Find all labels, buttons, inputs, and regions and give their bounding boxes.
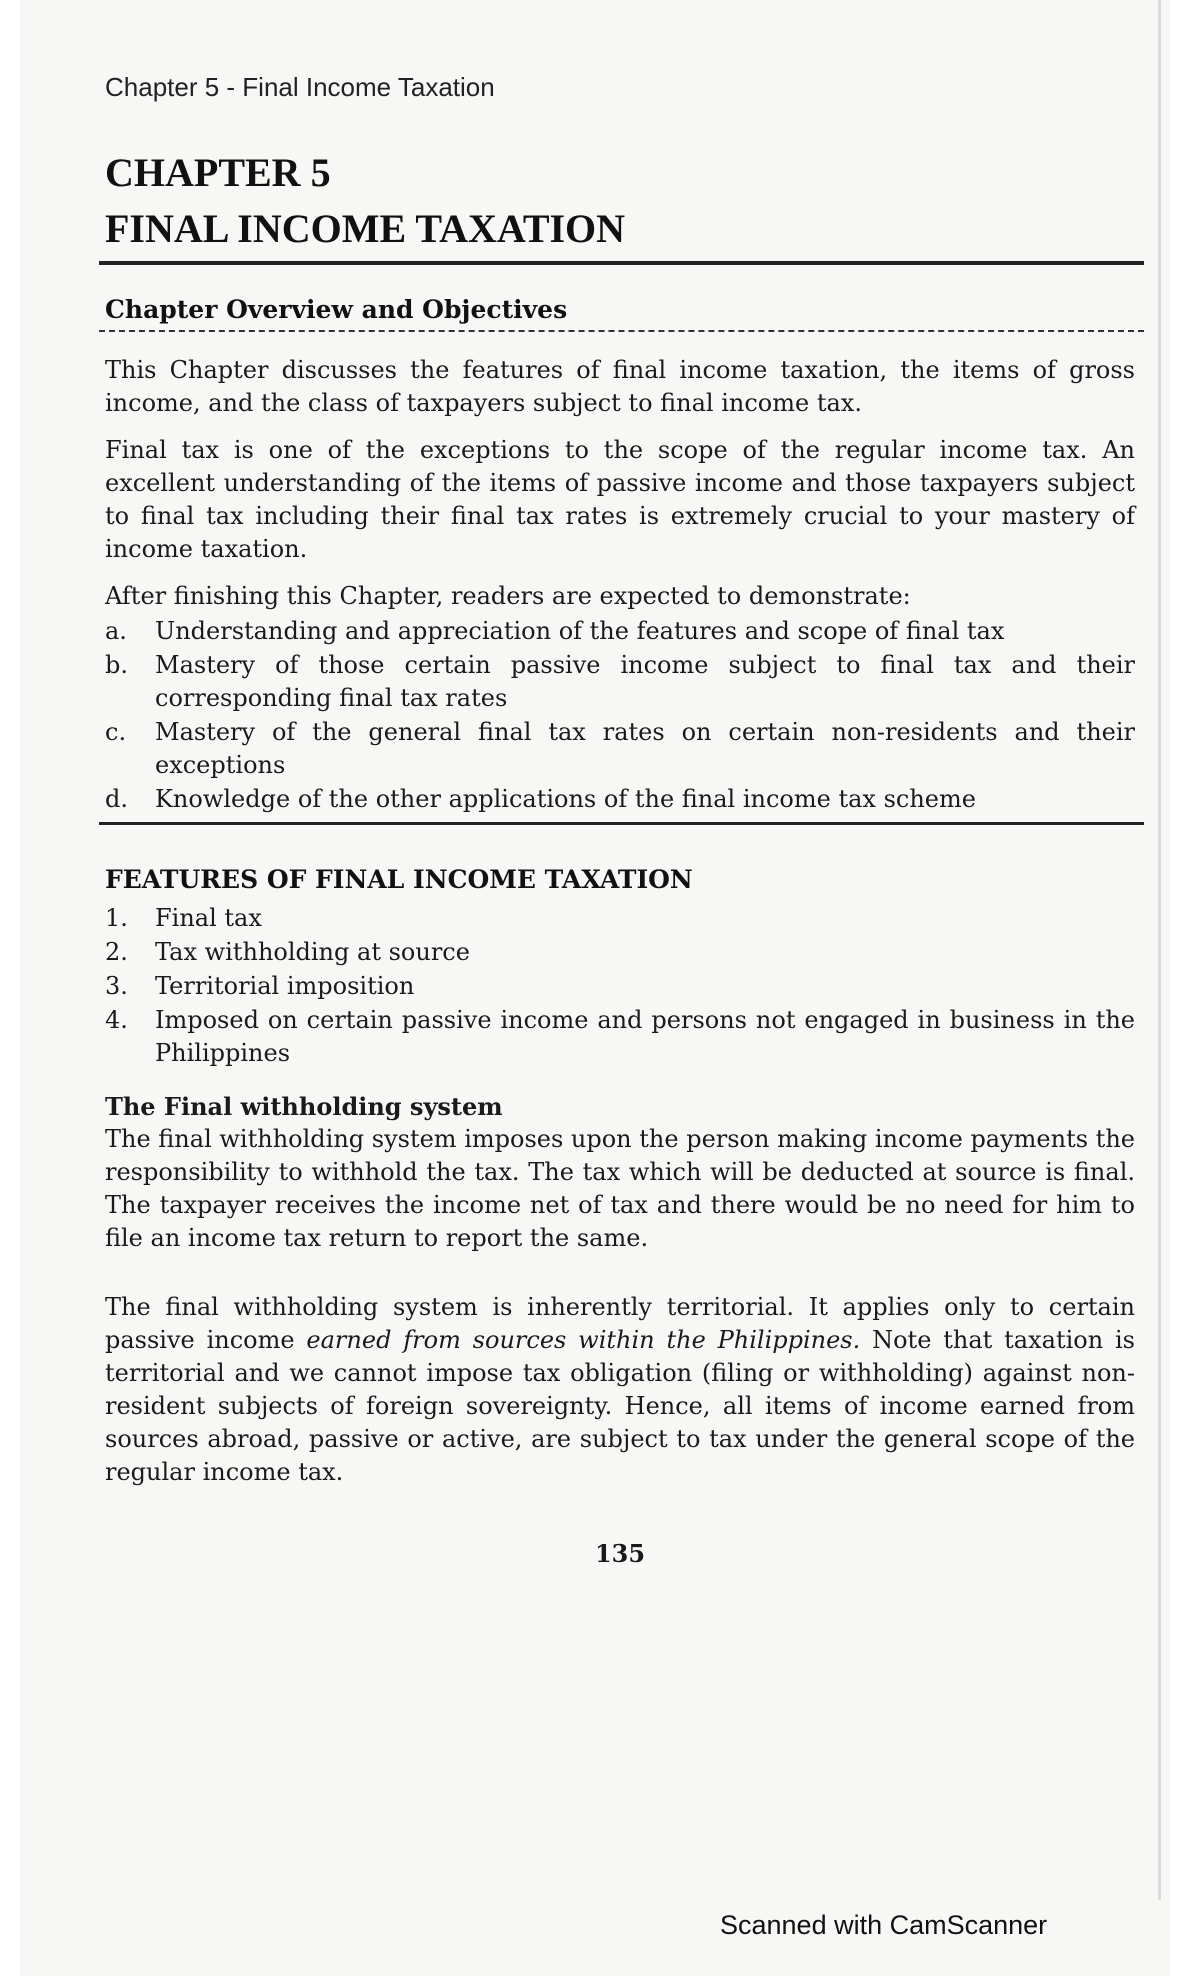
list-text: Mastery of those certain passive income subject to final tax and their corresponding final tax rates [155,651,1135,712]
list-marker: b. [105,651,128,679]
list-marker: c. [105,718,127,746]
withholding-paragraph-2-end: Note that taxation is territorial and we cannot impose tax obligation (filing or withholding) against non-resident subjects of foreign sovereignty. Hence, all items of income earned from sources abroad, passive or active, are subject to tax under the general scope of the regular income tax. [105,1326,1136,1486]
list-text: Understanding and appreciation of the features and scope of final tax [155,617,1005,645]
overview-paragraph-3: After finishing this Chapter, readers are expected to demonstrate: [105,582,911,610]
list-item [105,970,1135,1003]
list-text: Territorial imposition [155,972,415,1000]
list-item [105,649,1135,715]
page-edge [1158,0,1161,1900]
chapter-name: FINAL INCOME TAXATION [105,206,626,251]
list-marker: d. [105,785,128,813]
list-text: Knowledge of the other applications of the final income tax scheme [155,785,976,813]
list-text: Tax withholding at source [155,938,470,966]
withholding-paragraph-1: The final withholding system imposes upon the person making income payments the responsibility to withhold the tax. The tax which will be deducted at source is final. The taxpayer receives the income net of tax and there would be no need for him to file an income tax return to report the same. [105,1125,1135,1252]
withholding-heading: The Final withholding system [105,1092,503,1121]
list-item [105,615,1135,648]
withholding-paragraph-2-emphasis: earned from sources within the Philippines. [306,1326,861,1354]
withholding-paragraph-2-start: The final withholding system is inherently territorial. It applies only to certain passive income [105,1293,1135,1354]
list-marker: 3. [105,972,128,1000]
book-page [20,0,1170,1976]
page-number: 135 [594,1539,646,1568]
running-head: Chapter 5 - Final Income Taxation [105,72,495,102]
dashed-divider [99,330,1144,332]
list-text: Imposed on certain passive income and persons not engaged in business in the Philippines [155,1006,1135,1067]
list-marker: 1. [105,904,128,932]
overview-paragraph-1: This Chapter discusses the features of final income taxation, the items of gross income, and the class of taxpayers subject to final income tax. [105,356,1135,417]
scanner-watermark: Scanned with CamScanner [720,1910,1048,1940]
list-text: Mastery of the general final tax rates on certain non-residents and their exceptions [155,718,1135,779]
paragraph-gap [105,1269,1135,1291]
list-item [105,783,1135,816]
list-item [105,936,1135,969]
list-item [105,902,1135,935]
overview-paragraph-2: Final tax is one of the exceptions to the scope of the regular income tax. An excellent understanding of the items of passive income and those taxpayers subject to final tax including their final tax rates is extremely crucial to your mastery of income taxation. [105,436,1135,563]
features-list [105,902,1135,1070]
list-item [105,1004,1135,1070]
withholding-paragraph-2 [105,1291,1135,1489]
chapter-title [105,145,1135,257]
list-marker: a. [105,617,127,645]
list-marker: 4. [105,1006,128,1034]
list-item [105,716,1135,782]
list-text: Final tax [155,904,262,932]
overview-heading: Chapter Overview and Objectives [105,295,568,324]
page-content [105,72,1135,1568]
features-heading: FEATURES OF FINAL INCOME TAXATION [105,865,693,894]
section-divider [99,822,1144,825]
objectives-list [105,615,1135,816]
chapter-number: CHAPTER 5 [105,150,331,195]
list-marker: 2. [105,938,128,966]
title-rule [99,261,1144,265]
